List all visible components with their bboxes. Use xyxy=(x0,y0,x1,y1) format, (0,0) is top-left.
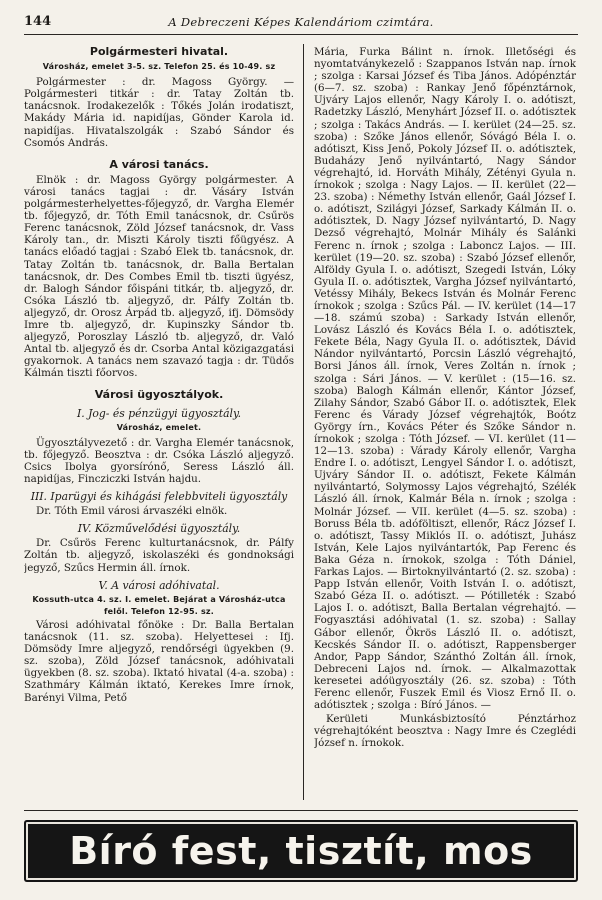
running-title: A Debreczeni Képes Kalendáriom czimtára. xyxy=(168,15,434,29)
advertisement-banner xyxy=(24,820,578,882)
section-title-polgarmesteri: Polgármesteri hivatal. xyxy=(89,46,229,58)
paragraph-kozmuvelodes: Dr. Csűrös Ferenc kulturtanácsnok, dr. Pálfy Zoltán tb. aljegyző, iskolaszéki és gondnoksági jegyző, Szűcs Hermin áll. írnok. xyxy=(24,537,294,574)
subsection-title-ipar: III. Iparügyi és kihágási felebbviteli ügyosztály xyxy=(30,490,288,504)
paragraph-jog: Ügyosztályvezető : dr. Vargha Elemér tanácsnok, tb. főjegyző. Beosztva : dr. Csóka László aljegyző. Csics Ibolya gyorsírónő, Seress László áll. napidíjas, Fincziczki István hajdu. xyxy=(24,436,294,485)
bottom-rule xyxy=(24,810,578,811)
page-header xyxy=(24,12,578,35)
section-title-ugyosztalyok: Városi ügyosztályok. xyxy=(94,388,224,402)
column-divider xyxy=(303,44,304,800)
paragraph-munkasbiztosito: Kerületi Munkásbiztosító Pénztárhoz végrehajtóként beosztva : Nagy Imre és Czeglédi József n. írnokok. xyxy=(314,713,576,750)
subsection-title-jog: I. Jog- és pénzügyi ügyosztály. xyxy=(76,406,242,420)
advertisement-text: Bíró fest, tisztít, mos xyxy=(69,829,533,873)
right-column xyxy=(314,46,576,804)
paragraph-adohivatal-continued: Mária, Furka Bálint n. írnok. Illetőségi és nyomtatványkezelő : Szappanos István nap. írnok ; szolga : Karsai József és Tiba János. Adópénztár (6—7. sz. szoba) : Rankay Jenő főpénztárnok, Ujváry Lajos ellenőr, Nagy Károly I. o. adótiszt, Radetzky László, Menyhárt József II. o. adótisztek ; szolga : Takács András. — I. kerület (24—25. sz. szoba) : Szőke János ellenőr, Sóvágó Béla I. o. adótiszt, Kiss Jenő, Pokoly József II. o. adótisztek, Budaházy Jenő nyilvántartó, Nagy Sándor végrehajtó, id. Horváth Mihály, Zétényi Gyula n. írnokok ; szolga : Nagy Lajos. — II. kerület (22—23. szoba) : Némethy István ellenőr, Gaál József I. o. adótiszt, Szilágyi József, Sarkady Kálmán II. o. adótisztek, D. Nagy József nyilvántartó, D. Nagy Dezső végrehajtó, Molnár Mihály és Salánki Ferenc n. írnok ; szolga : Laboncz Lajos. — III. kerület (19—20. sz. szoba) : Szabó József ellenőr, Alföldy Gyula I. o. adótiszt, Szegedi István, Lóky Gyula II. o. adótisztek, Vargha József nyilvántartó, Vetéssy Mihály, Bekecs István és Molnár Ferenc írnokok ; szolga : Szűcs Pál. — IV. kerület (14—17—18. számú szoba) : Sarkady István ellenőr, Lovász László és Kovács Béla I. o. adótisztek, Fekete Béla, Nagy Gyula II. o. adótisztek, Dávid Nándor nyilvántartó, Porcsin László végrehajtó, Borsi János áll. írnok, Veres Zoltán n. írnok ; szolga : Sári János. — V. kerület : (15—16. sz. szoba) Balogh Kálmán ellenőr, Kántor József, Zilahy Sándor, Szabó Gábor II. o. adótisztek, Elek Ferenc és Várady József végrehajtók, Boótz György írn., Kovács Péter és Szőke Sándor n. írnokok ; szolga : Tóth József. — VI. kerület (11—12—13. szoba) : Várady Károly ellenőr, Vargha Endre I. o. adótiszt, Lengyel Sándor I. o. adótiszt, Ujváry Sándor II. o. adótiszt, Fekete Kálmán nyilvántartó, Solymossy Lajos végrehajtó, Szélék László áll. írnok, Kalmár Béla n. írnok ; szolga : Molnár József. — VII. kerület (4—5. sz. szoba) : Boruss Béla tb. adóföltiszt, ellenőr, Rácz József I. o. adótiszt, Tassy Miklós II. o. adótiszt, Juhász István, Kele Lajos nyilvántartók, Pap Ferenc és Baka Géza n. írnokok, szolga : Tóth Dániel, Farkas Lajos. — Birtoknyilvántartó (2. sz. szoba) : Papp István ellenőr, Voith István I. o. adótiszt, Szabó Géza II. o. adótiszt. — Pótilleték : Szabó Lajos I. o. adótiszt, Balla Bertalan végrehajtó. — Fogyasztási adóhivatal (1. sz. szoba) : Sallay Gábor ellenőr, Ökrös László II. o. adótiszt, Kecskés Sándor II. o. adótiszt, Rappensberger Andor, Papp Sándor, Szánthó Zoltán áll. írnok, Debreceni Lajos nd. írnok. — Alkalmazottak keresetei adóügyosztály (26. sz. szoba) : Tóth Ferenc ellenőr, Fuszek Emil és Viosz Ernő II. o. adótisztek ; szolga : Bíró János. — xyxy=(314,46,576,712)
paragraph-tanacs: Elnök : dr. Magoss György polgármester. A városi tanács tagjai : dr. Vásáry István polgármesterhelyettes-főjegyző, dr. Vargha Elemér tb. főjegyző, dr. Tóth Emil tanácsnok, dr. Csűrös Ferenc tanácsnok, Zöld József tanácsnok, dr. Vass Károly tan., dr. Miszti Károly tiszti főügyész. A tanács előadó tagjai : Szabó Elek tb. tanácsnok, dr. Tatay Zoltán tb. tanácsnok, dr. Balla Bertalan tanácsnok, dr. Des Combes Emil tb. tiszti ügyész, dr. Balogh Sándor főispáni titkár, tb. aljegyző, dr. Csóka László tb. aljegyző, dr. Pálfy Zoltán tb. aljegyző, dr. Orosz Árpád tb. aljegyző, ifj. Dömsödy Imre tb. aljegyző, dr. Kupinszky Sándor tb. aljegyző, Poroszlay László tb. aljegyző, dr. Való Antal tb. aljegyző és dr. Csorba Antal közigazgatási gyakornok. A tanács nem szavazó tagja : dr. Tüdős Kálmán tiszti főorvos. xyxy=(24,173,294,380)
section-address-polgarmesteri: Városház, emelet 3-5. sz. Telefon 25. és 10-49. sz xyxy=(42,62,276,72)
page-number: 144 xyxy=(24,14,52,29)
paragraph-ipar: Dr. Tóth Emil városi árvaszéki elnök. xyxy=(36,505,228,518)
subsection-title-adohivatal: V. A városi adóhivatal. xyxy=(98,578,220,592)
left-column xyxy=(24,46,294,804)
paragraph-adohivatal: Városi adóhivatal főnöke : Dr. Balla Bertalan tanácsnok (11. sz. szoba). Helyettesei : Ifj. Dömsödy Imre aljegyző, rendőrségi ügyekben (9. sz. szoba), Zöld József tanácsnok, adóhivatali ügyekben (8. sz. szoba). Iktató hivatal (4-a. szoba) : Szathmáry Kálmán iktató, Kerekes Imre írnok, Barényi Vilma, Pető xyxy=(24,618,294,704)
subsection-address-jog: Városház, emelet. xyxy=(116,422,202,432)
paragraph-polgarmesteri: Polgármester : dr. Magoss György. — Polgármesteri titkár : dr. Tatay Zoltán tb. tanácsnok. Irodakezelők : Tőkés Jolán irodatiszt, Makády Mária id. napidíjas, Gönder Karola id. napidíjas. Hivatalszolgák : Szabó Sándor és Csomós András. xyxy=(24,76,294,149)
subsection-address-adohivatal: Kossuth-utca 4. sz. I. emelet. Bejárat a Városház-utca felől. Telefon 12-95. sz. xyxy=(32,594,286,616)
subsection-title-kozmuvelodes: IV. Közművelődési ügyosztály. xyxy=(77,522,241,536)
section-title-tanacs: A városi tanács. xyxy=(109,157,209,171)
